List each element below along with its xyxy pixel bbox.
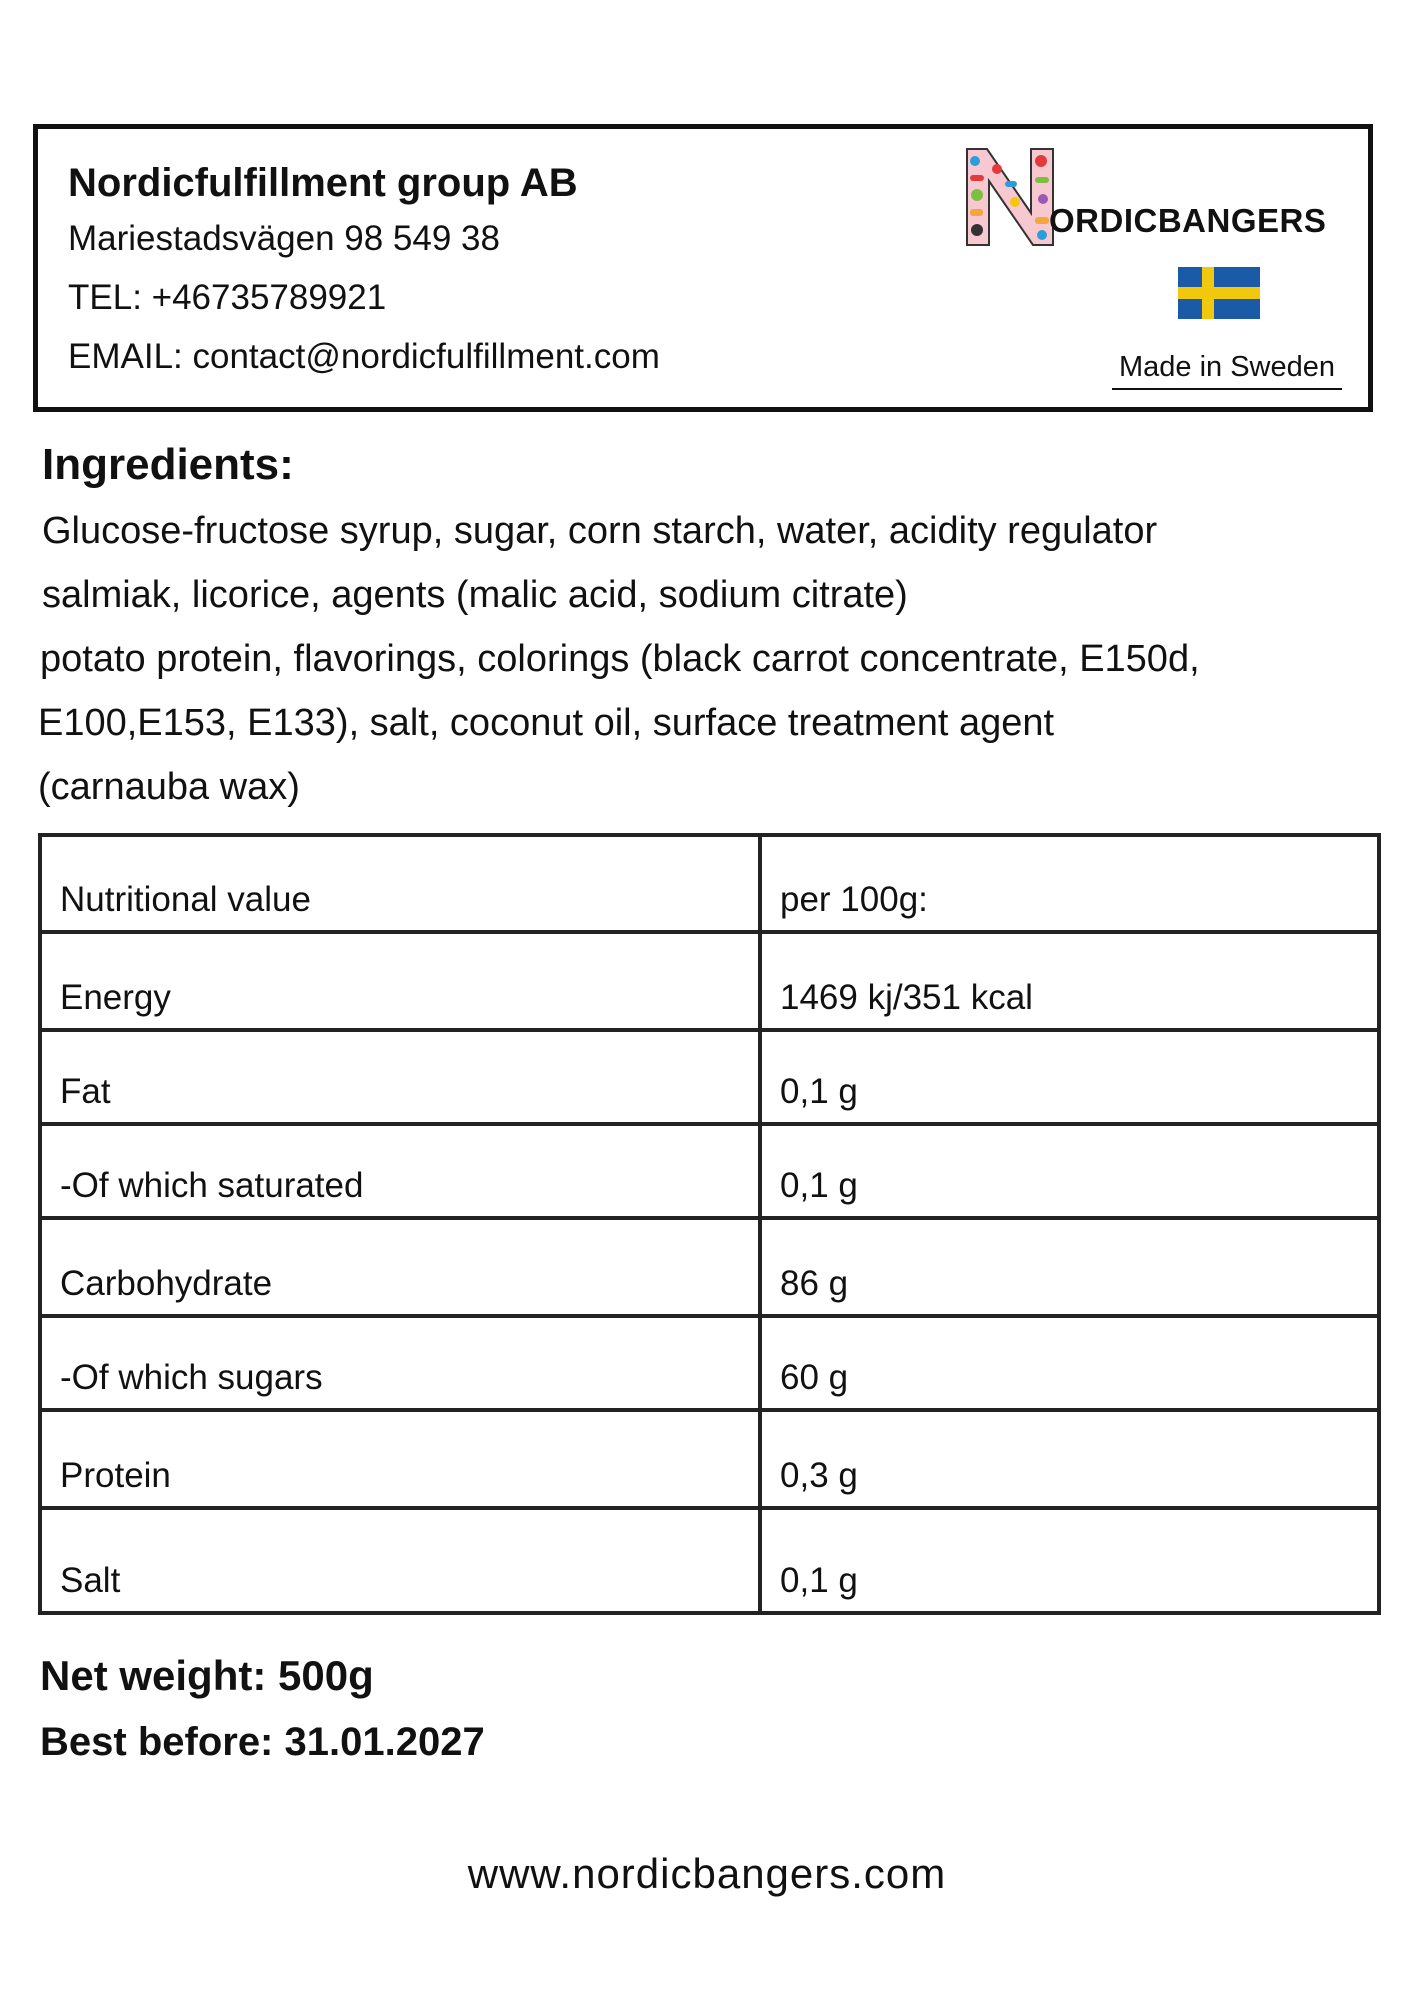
made-in-sweden-label: Made in Sweden [1112,351,1342,390]
website-url: www.nordicbangers.com [467,1850,947,1897]
nutrition-header-row [40,835,1379,932]
table-row [40,1030,1379,1124]
nutrient-name: -Of which sugars [40,1316,760,1410]
ingredients-line: Glucose-fructose syrup, sugar, corn starch, water, acidity regulator [42,510,1158,552]
nutrient-name: Energy [40,932,760,1030]
nutrient-value: 0,1 g [760,1124,1379,1218]
company-phone: TEL: +46735789921 [68,278,387,317]
candy-letter-n-icon [965,147,1055,247]
nordicbangers-logo [965,147,1345,257]
nutrient-name: -Of which saturated [40,1124,760,1218]
nutrient-name: Carbohydrate [40,1218,760,1316]
table-row [40,1410,1379,1508]
company-info-box [33,124,1373,412]
ingredients-title: Ingredients: [42,440,294,489]
company-address: Mariestadsvägen 98 549 38 [68,219,500,258]
company-email: EMAIL: contact@nordicfulfillment.com [68,337,660,376]
nutrition-header-label: Nutritional value [40,835,760,932]
nutrient-value: 0,1 g [760,1508,1379,1613]
table-row [40,1508,1379,1613]
nutrient-value: 1469 kj/351 kcal [760,932,1379,1030]
ingredients-line: potato protein, flavorings, colorings (black carrot concentrate, E150d, [40,638,1200,680]
table-row [40,1316,1379,1410]
nutrient-value: 86 g [760,1218,1379,1316]
logo-text: ORDICBANGERS [1049,202,1327,239]
table-row [40,932,1379,1030]
nutrient-value: 0,1 g [760,1030,1379,1124]
nutrient-value: 0,3 g [760,1410,1379,1508]
best-before-date: Best before: 31.01.2027 [40,1720,485,1764]
table-row [40,1124,1379,1218]
swedish-flag-icon [1178,267,1260,319]
nutrient-name: Fat [40,1030,760,1124]
nutrient-value: 60 g [760,1316,1379,1410]
nutrition-table [38,833,1381,1615]
nutrition-header-per: per 100g: [760,835,1379,932]
ingredients-line: salmiak, licorice, agents (malic acid, sodium citrate) [42,574,908,616]
company-name: Nordicfulfillment group AB [68,161,578,205]
ingredients-line: E100,E153, E133), salt, coconut oil, surface treatment agent [38,702,1055,744]
nutrient-name: Salt [40,1508,760,1613]
ingredients-line: (carnauba wax) [38,766,300,808]
net-weight: Net weight: 500g [40,1652,374,1699]
nutrient-name: Protein [40,1410,760,1508]
table-row [40,1218,1379,1316]
